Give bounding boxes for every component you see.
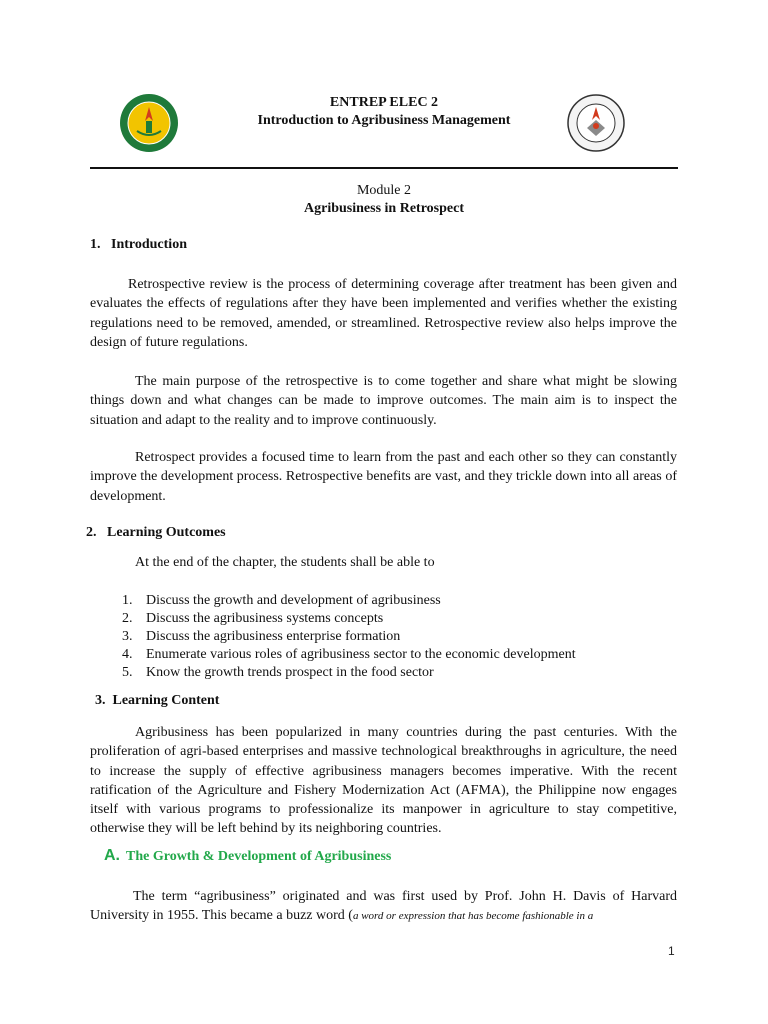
list-item: 4. Enumerate various roles of agribusiness sector to the economic development — [122, 647, 576, 662]
page-number: 1 — [668, 944, 675, 958]
outcomes-lead: At the end of the chapter, the students shall be able to — [135, 555, 435, 570]
outcomes-list — [122, 592, 576, 682]
module-number: Module 2 — [356, 183, 412, 198]
section-heading-outcomes: 2. Learning Outcomes — [86, 525, 226, 540]
subheading-growth-development — [104, 847, 391, 865]
course-title: Introduction to Agribusiness Management — [257, 113, 511, 128]
list-item: 3. Discuss the agribusiness enterprise formation — [122, 629, 401, 644]
content-paragraph: Agribusiness has been popularized in many countries during the past centuries. With the proliferation of agri-based enterprises and massive technological breakthroughs in agriculture, the need to increase the supply of effective agribusiness managers becomes imperative. With the recent ratification of the Agriculture and Fishery Modernization Act (AFMA), the Philippine now engages itself with various programs to professionalize its manpower in agriculture to stay competitive, otherwise they will be left behind by its neighboring countries. — [90, 725, 677, 837]
header-divider — [90, 167, 678, 169]
buzzword-definition: a word or expression that has become fashionable in a — [352, 910, 594, 923]
module-title: Agribusiness in Retrospect — [304, 201, 464, 216]
subheading-letter: A. — [104, 847, 120, 864]
list-item: 5. Know the growth trends prospect in the food sector — [122, 665, 434, 680]
intro-paragraph-2: The main purpose of the retrospective is to come together and share what might be slowing things down and what changes can be made to improve outcomes. The main aim is to inspect the situation and adapt to the reality and to improve continuously. — [90, 374, 677, 428]
intro-paragraph-3: Retrospect provides a focused time to learn from the past and each other so they can constantly improve the development process. Retrospective benefits are vast, and they trickle down into all areas of development. — [90, 450, 677, 504]
list-item: 1. Discuss the growth and development of agribusiness — [122, 593, 441, 608]
section-heading-introduction: 1. Introduction — [90, 237, 187, 252]
intro-paragraph-1: Retrospective review is the process of determining coverage after treatment has been given and evaluates the effects of regulations after they have been implemented and verifies whether the existing regulations need to be removed, amended, or streamlined. Retrospective review also helps improve the design of future regulations. — [90, 277, 677, 350]
agribusiness-term-paragraph: The term “agribusiness” originated and was first used by Prof. John H. Davis of Harvard University in 1955. This became a buzz word (a word or expression that has become fashionable in a — [90, 889, 677, 924]
university-seal-logo — [119, 93, 179, 158]
section-heading-content: 3. Learning Content — [95, 693, 220, 708]
course-code: ENTREP ELEC 2 — [329, 95, 439, 110]
list-item: 2. Discuss the agribusiness systems concepts — [122, 611, 384, 626]
university-seal-icon — [119, 93, 179, 153]
subheading-text: The Growth & Development of Agribusiness — [126, 849, 392, 864]
